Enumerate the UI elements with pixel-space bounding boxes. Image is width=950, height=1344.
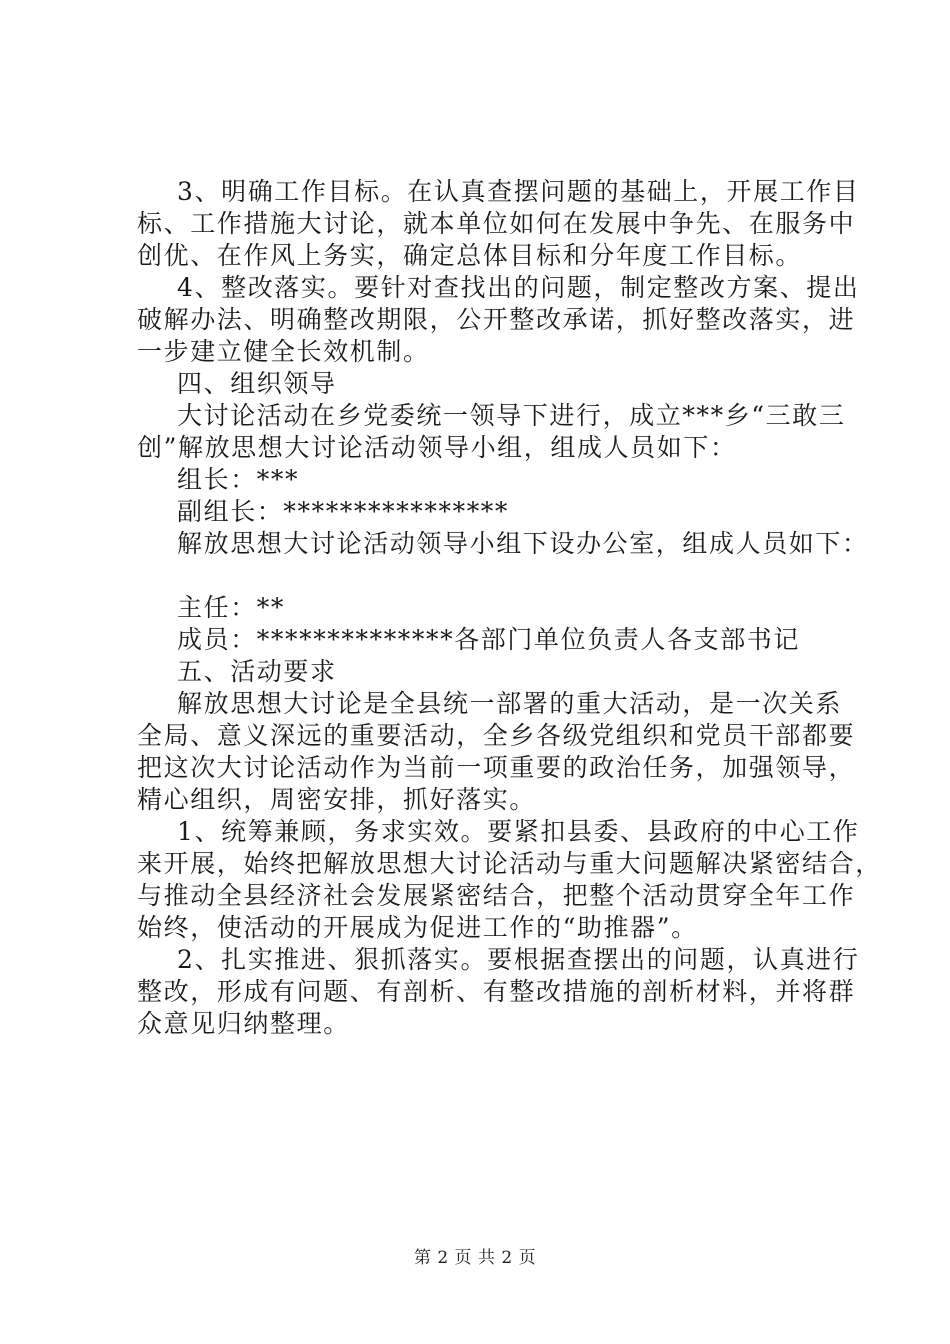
blank-line — [137, 560, 837, 592]
text-line: 五、活动要求 — [177, 657, 337, 686]
text-line: 解放思想大讨论是全县统一部署的重大活动，是一次关系 — [177, 689, 843, 718]
document-body — [137, 176, 882, 1040]
text-line: 3、明确工作目标。在认真查摆问题的基础上，开展工作目 — [177, 177, 860, 206]
text-line: 来开展，始终把解放思想大讨论活动与重大问题解决紧密结合， — [137, 849, 882, 878]
text-line: 解放思想大讨论活动领导小组下设办公室，组成人员如下： — [177, 529, 869, 558]
text-line: 四、组织领导 — [177, 369, 337, 398]
text-line: 精心组织，周密安排，抓好落实。 — [137, 785, 537, 814]
text-line: 大讨论活动在乡党委统一领导下进行，成立***乡“三敢三 — [177, 401, 846, 430]
text-line: 众意见归纳整理。 — [137, 1009, 350, 1038]
text-line: 标、工作措施大讨论，就本单位如何在发展中争先、在服务中 — [137, 209, 856, 238]
text-line: 整改，形成有问题、有剖析、有整改措施的剖析材料，并将群 — [137, 977, 856, 1006]
text-line: 主任：** — [177, 593, 286, 622]
text-line: 1、统筹兼顾，务求实效。要紧扣县委、县政府的中心工作 — [177, 817, 860, 846]
text-line: 4、整改落实。要针对查找出的问题，制定整改方案、提出 — [177, 273, 860, 302]
text-line: 副组长：**************** — [177, 497, 510, 526]
text-line: 始终，使活动的开展成为促进工作的“助推器”。 — [137, 913, 698, 942]
text-line: 组长：*** — [177, 465, 300, 494]
text-line: 把这次大讨论活动作为当前一项重要的政治任务，加强领导， — [137, 753, 856, 782]
text-line: 一步建立健全长效机制。 — [137, 337, 430, 366]
text-line: 创”解放思想大讨论活动领导小组，组成人员如下： — [137, 433, 737, 462]
text-line: 2、扎实推进、狠抓落实。要根据查摆出的问题，认真进行 — [177, 945, 860, 974]
text-line: 全局、意义深远的重要活动，全乡各级党组织和党员干部都要 — [137, 721, 856, 750]
text-line: 破解办法、明确整改期限，公开整改承诺，抓好整改落实，进 — [137, 305, 856, 334]
text-line: 成员：**************各部门单位负责人各支部书记 — [177, 625, 801, 654]
page-footer: 第 2 页 共 2 页 — [413, 1248, 537, 1268]
text-line: 与推动全县经济社会发展紧密结合，把整个活动贯穿全年工作 — [137, 881, 856, 910]
text-line: 创优、在作风上务实，确定总体目标和分年度工作目标。 — [137, 241, 803, 270]
